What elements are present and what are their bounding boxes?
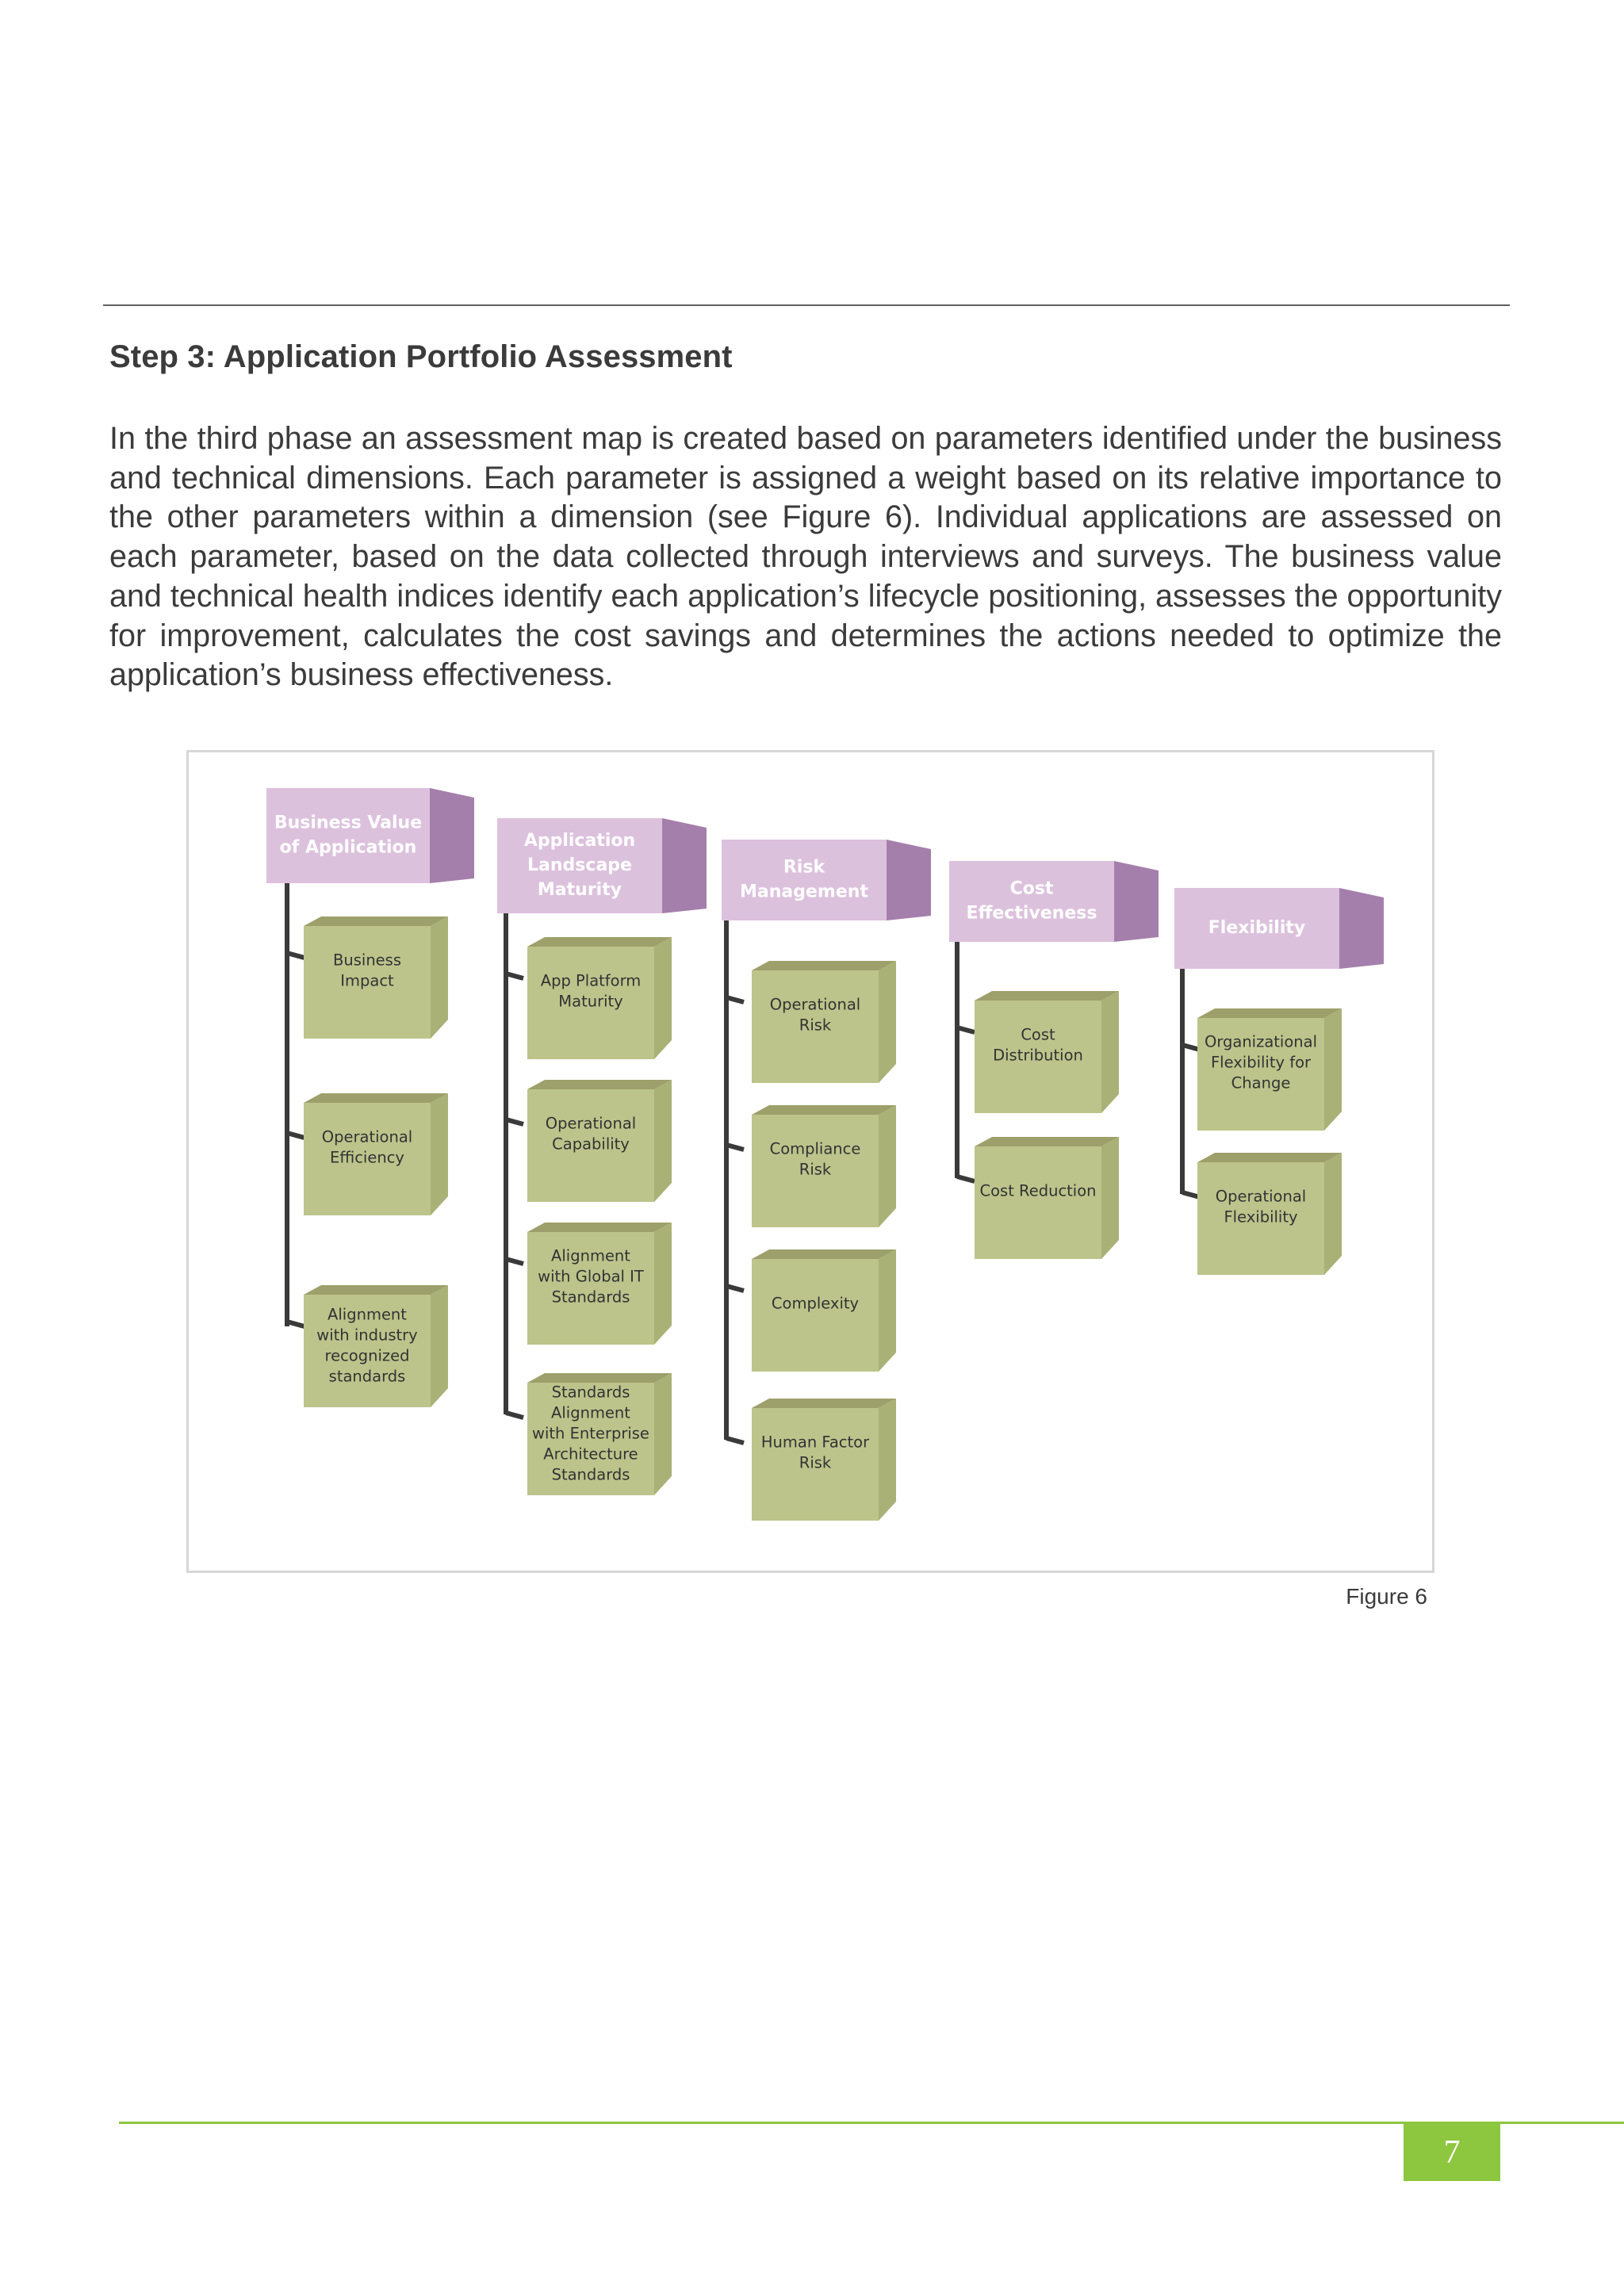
connector-branch [287,953,304,958]
parameter-box [527,1223,672,1345]
parameter-box [1197,1008,1342,1131]
dimension-column-4 [949,861,1159,1259]
box-side-face [654,937,672,1059]
box-side-face [654,1080,672,1202]
header-side-face [1114,861,1159,942]
box-top-face [527,937,672,947]
box-top-face [752,1105,896,1115]
parameter-box [975,991,1119,1113]
parameter-box [752,1399,896,1521]
box-side-face [879,1249,896,1372]
connector-branch [506,1413,523,1418]
parameter-label: Complexity [771,1294,860,1313]
connector-branch [726,1145,744,1150]
connector-branch [287,1133,304,1138]
parameter-label: Business Impact [333,951,401,990]
box-side-face [654,1373,672,1495]
top-rule [103,304,1510,306]
header-side-face [662,818,707,913]
connector-branch [726,1286,744,1291]
parameter-box [752,1249,896,1372]
dimension-header-label: Business Value of Application [274,813,423,858]
assessment-map-diagram [189,752,1432,1571]
box-top-face [1197,1008,1342,1018]
header-front-face [949,861,1114,942]
box-top-face [975,1137,1119,1146]
dimension-column-3 [722,840,931,1521]
box-side-face [879,961,896,1083]
section-paragraph: In the third phase an assessment map is created based on parameters identified under the business and technical dimensions. Each parameter is assigned a weight based on its relative importance to the other parameters within a dimension (see Figure 6). Individual applications are assessed on each parameter, based on the data collected through interviews and surveys. The business value and technical health indices identify each application’s lifecycle positioning, assesses the opportunity for improvement, calculates the cost savings and determines the actions needed to optimize the application’s business effectiveness. [109,421,1502,693]
header-side-face [1339,888,1384,969]
connector-branch [726,1438,744,1443]
dimension-column-5 [1174,888,1384,1275]
box-top-face [527,1080,672,1089]
box-top-face [1197,1153,1342,1162]
connector-branch [957,1027,975,1032]
parameter-box [304,916,448,1039]
box-top-face [975,991,1119,1001]
parameter-label: Standards Alignment with Enterprise Architecture Standards [532,1383,649,1484]
dimension-column-1 [266,788,474,1407]
parameter-label: Alignment with industry recognized standards [316,1305,418,1386]
parameter-label: Human Factor Risk [760,1433,870,1472]
page-number: 7 [1404,2123,1500,2181]
box-top-face [752,1249,896,1259]
parameter-label: Compliance Risk [769,1139,861,1179]
box-side-face [1101,1137,1119,1259]
parameter-box [527,1080,672,1202]
box-side-face [879,1105,896,1227]
box-top-face [752,961,896,970]
box-side-face [431,1093,448,1215]
footer-rule [119,2122,1624,2124]
parameter-label: Cost Reduction [979,1181,1097,1200]
box-side-face [1101,991,1119,1113]
box-side-face [1324,1008,1342,1131]
box-front-face [752,1259,879,1372]
parameter-box [527,1373,672,1495]
parameter-label: Operational Efficiency [321,1127,413,1167]
header-front-face [722,840,887,920]
parameter-label: Operational Capability [545,1114,637,1154]
dimension-column-2 [497,818,707,1495]
header-side-face [887,840,931,920]
dimension-header [266,788,474,883]
dimension-header [722,840,931,920]
connector-branch [1182,1192,1200,1197]
parameter-label: Operational Risk [769,995,861,1035]
dimension-header-label: Application Landscape Maturity [523,831,636,900]
parameter-box [752,1105,896,1227]
figure-caption: Figure 6 [1346,1584,1427,1609]
box-top-face [304,1285,448,1295]
connector-branch [957,1177,975,1181]
parameter-label: Alignment with Global IT Standards [538,1246,644,1307]
figure-assessment-map [186,750,1434,1573]
parameter-label: Organizational Flexibility for Change [1204,1032,1318,1093]
box-top-face [527,1373,672,1383]
box-side-face [1324,1153,1342,1275]
box-top-face [527,1223,672,1232]
dimension-header-label: Risk Management [740,857,868,902]
box-side-face [654,1223,672,1345]
connector-branch [287,1322,304,1326]
parameter-box [1197,1153,1342,1275]
parameter-box [527,937,672,1059]
dimension-header-label: Flexibility [1208,918,1306,938]
parameter-box [975,1137,1119,1259]
parameter-label: Operational Flexibility [1215,1187,1307,1226]
box-top-face [304,1093,448,1103]
box-side-face [431,916,448,1039]
connector-branch [506,974,523,978]
parameter-label: App Platform Maturity [540,971,642,1011]
dimension-header [497,818,707,913]
box-top-face [752,1399,896,1408]
dimension-header [949,861,1159,942]
box-front-face [975,1146,1101,1259]
dimension-header [1174,888,1384,969]
parameter-box [304,1285,448,1407]
box-side-face [431,1285,448,1407]
connector-branch [506,1119,523,1124]
parameter-box [752,961,896,1083]
parameter-label: Cost Distribution [993,1025,1083,1065]
dimension-header-label: Cost Effectiveness [966,878,1097,924]
header-front-face [266,788,430,883]
connector-branch [726,997,744,1002]
connector-branch [1182,1045,1200,1050]
section-heading: Step 3: Application Portfolio Assessment [109,339,733,374]
box-side-face [879,1399,896,1521]
header-side-face [430,788,474,883]
parameter-box [304,1093,448,1215]
box-top-face [304,916,448,926]
connector-branch [506,1259,523,1264]
